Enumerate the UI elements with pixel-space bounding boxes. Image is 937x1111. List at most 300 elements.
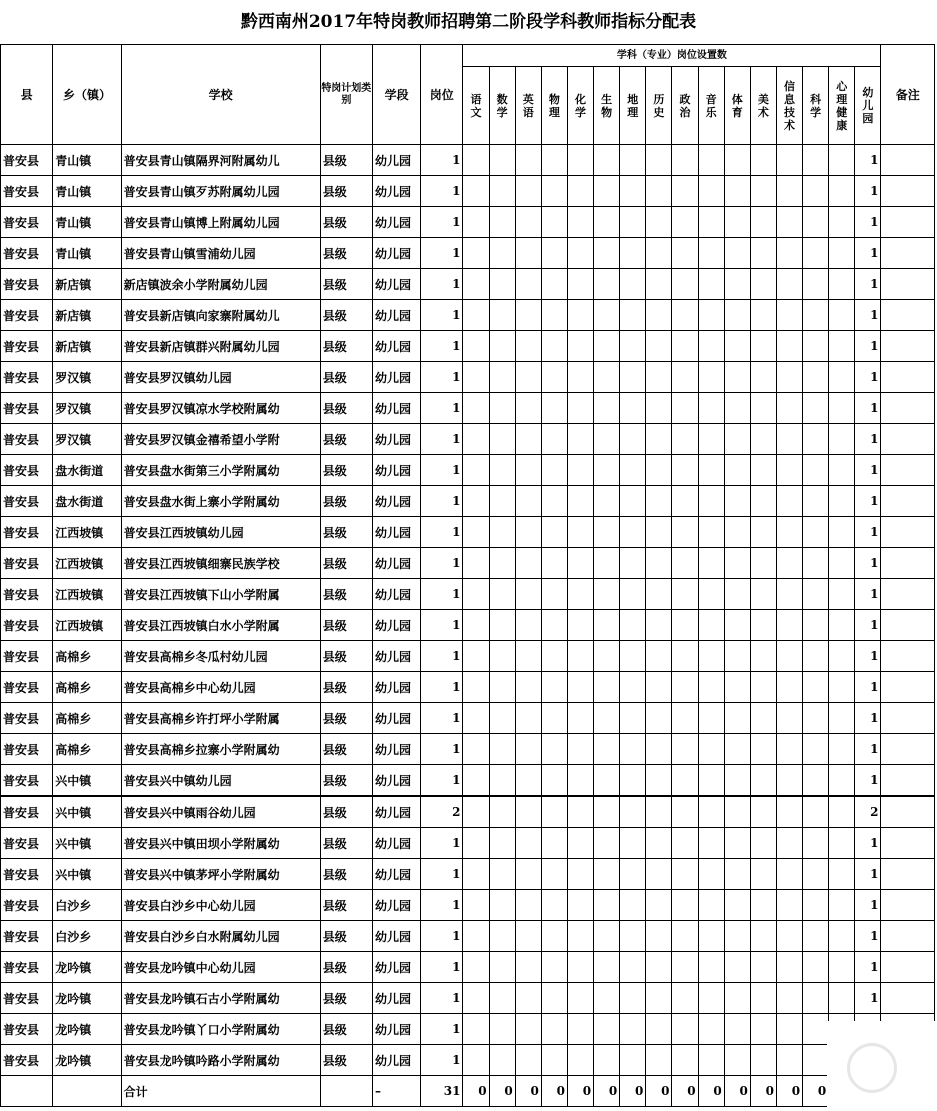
cell-subject xyxy=(829,455,855,486)
cell-kindergarten: 1 xyxy=(855,890,881,921)
cell-subject xyxy=(567,1045,593,1076)
cell-town: 龙吟镇 xyxy=(53,1045,121,1076)
cell-subject xyxy=(463,486,489,517)
cell-subject xyxy=(594,207,620,238)
cell-subject xyxy=(463,703,489,734)
watermark-logo-icon xyxy=(847,1043,897,1093)
cell-subject xyxy=(567,238,593,269)
cell-school: 普安县龙吟镇中心幼儿园 xyxy=(121,952,320,983)
cell-subject xyxy=(620,703,646,734)
total-subject: 0 xyxy=(750,1076,776,1107)
cell-subject xyxy=(463,331,489,362)
cell-plan-type: 县级 xyxy=(320,207,372,238)
cell-town: 江西坡镇 xyxy=(53,548,121,579)
cell-kindergarten: 1 xyxy=(855,300,881,331)
cell-plan-type: 县级 xyxy=(320,672,372,703)
cell-subject xyxy=(776,238,802,269)
table-row xyxy=(1,424,935,455)
cell-kindergarten: 1 xyxy=(855,176,881,207)
cell-subject xyxy=(698,579,724,610)
cell-plan-type: 县级 xyxy=(320,548,372,579)
cell-subject xyxy=(803,579,829,610)
cell-subject xyxy=(698,1045,724,1076)
cell-subject xyxy=(541,517,567,548)
cell-subject xyxy=(594,455,620,486)
cell-county: 普安县 xyxy=(1,579,53,610)
cell-subject xyxy=(724,983,750,1014)
cell-school: 普安县盘水街上寨小学附属幼 xyxy=(121,486,320,517)
cell-subject xyxy=(567,952,593,983)
cell-posts: 1 xyxy=(421,579,463,610)
cell-subject xyxy=(724,331,750,362)
cell-subject xyxy=(463,455,489,486)
total-subject: 0 xyxy=(776,1076,802,1107)
cell-county: 普安县 xyxy=(1,548,53,579)
cell-subject xyxy=(724,952,750,983)
cell-town xyxy=(53,1076,121,1107)
cell-remarks xyxy=(881,983,935,1014)
cell-subject xyxy=(829,145,855,176)
cell-remarks xyxy=(881,952,935,983)
cell-posts: 1 xyxy=(421,952,463,983)
cell-school: 普安县白沙乡白水附属幼儿园 xyxy=(121,921,320,952)
header-remarks: 备注 xyxy=(881,45,935,145)
cell-stage: 幼儿园 xyxy=(372,486,420,517)
cell-subject xyxy=(698,859,724,890)
cell-subject xyxy=(567,734,593,765)
cell-school: 普安县高棉乡中心幼儿园 xyxy=(121,672,320,703)
cell-subject xyxy=(489,548,515,579)
cell-subject xyxy=(515,734,541,765)
cell-remarks xyxy=(881,641,935,672)
cell-subject xyxy=(698,362,724,393)
cell-subject xyxy=(829,300,855,331)
cell-subject xyxy=(698,207,724,238)
cell-subject xyxy=(750,393,776,424)
cell-subject xyxy=(489,952,515,983)
cell-subject xyxy=(803,269,829,300)
cell-subject xyxy=(750,1014,776,1045)
cell-subject xyxy=(750,579,776,610)
header-subject: 生物 xyxy=(594,67,620,145)
cell-subject xyxy=(620,331,646,362)
cell-subject xyxy=(698,796,724,828)
cell-school: 普安县青山镇雪浦幼儿园 xyxy=(121,238,320,269)
cell-subject xyxy=(724,424,750,455)
cell-subject xyxy=(463,517,489,548)
cell-subject xyxy=(750,176,776,207)
cell-plan-type: 县级 xyxy=(320,952,372,983)
cell-subject xyxy=(646,331,672,362)
cell-county xyxy=(1,1076,53,1107)
cell-posts: 1 xyxy=(421,393,463,424)
cell-subject xyxy=(776,734,802,765)
cell-subject xyxy=(698,765,724,797)
cell-subject xyxy=(541,890,567,921)
header-stage: 学段 xyxy=(372,45,420,145)
cell-subject xyxy=(646,424,672,455)
cell-county: 普安县 xyxy=(1,393,53,424)
cell-subject xyxy=(829,207,855,238)
cell-subject xyxy=(620,796,646,828)
cell-plan-type: 县级 xyxy=(320,300,372,331)
cell-remarks xyxy=(881,921,935,952)
cell-school: 普安县江西坡镇幼儿园 xyxy=(121,517,320,548)
cell-posts: 1 xyxy=(421,176,463,207)
cell-plan-type: 县级 xyxy=(320,641,372,672)
cell-subject xyxy=(776,765,802,797)
cell-subject xyxy=(541,300,567,331)
cell-subject xyxy=(803,859,829,890)
cell-subject xyxy=(646,207,672,238)
cell-subject xyxy=(698,734,724,765)
cell-school: 普安县高棉乡拉寨小学附属幼 xyxy=(121,734,320,765)
header-subject: 物理 xyxy=(541,67,567,145)
cell-subject xyxy=(567,517,593,548)
cell-remarks xyxy=(881,548,935,579)
cell-subject xyxy=(776,859,802,890)
cell-subject xyxy=(594,983,620,1014)
cell-subject xyxy=(750,207,776,238)
cell-county: 普安县 xyxy=(1,703,53,734)
cell-subject xyxy=(646,1045,672,1076)
cell-subject xyxy=(620,517,646,548)
cell-plan-type: 县级 xyxy=(320,921,372,952)
table-row xyxy=(1,176,935,207)
cell-subject xyxy=(489,331,515,362)
cell-stage: 幼儿园 xyxy=(372,207,420,238)
cell-subject xyxy=(672,703,698,734)
cell-subject xyxy=(646,890,672,921)
cell-kindergarten: 1 xyxy=(855,269,881,300)
cell-subject xyxy=(620,765,646,797)
cell-subject xyxy=(567,300,593,331)
cell-school: 普安县江西坡镇白水小学附属 xyxy=(121,610,320,641)
table-row xyxy=(1,300,935,331)
cell-subject xyxy=(594,828,620,859)
cell-subject xyxy=(594,238,620,269)
cell-town: 青山镇 xyxy=(53,238,121,269)
cell-subject xyxy=(776,641,802,672)
cell-subject xyxy=(515,672,541,703)
cell-subject xyxy=(750,455,776,486)
cell-county: 普安县 xyxy=(1,796,53,828)
cell-subject xyxy=(776,207,802,238)
cell-stage: 幼儿园 xyxy=(372,952,420,983)
cell-plan-type: 县级 xyxy=(320,796,372,828)
cell-subject xyxy=(515,269,541,300)
cell-remarks xyxy=(881,424,935,455)
cell-stage: 幼儿园 xyxy=(372,890,420,921)
cell-subject xyxy=(463,859,489,890)
header-subject: 化学 xyxy=(567,67,593,145)
header-subject: 数学 xyxy=(489,67,515,145)
cell-subject xyxy=(620,176,646,207)
cell-subject xyxy=(463,145,489,176)
cell-subject xyxy=(698,176,724,207)
cell-subject xyxy=(672,238,698,269)
total-subject: 0 xyxy=(594,1076,620,1107)
cell-posts: 1 xyxy=(421,703,463,734)
cell-subject xyxy=(750,269,776,300)
cell-town: 盘水街道 xyxy=(53,486,121,517)
cell-subject xyxy=(541,145,567,176)
total-row xyxy=(1,1076,935,1107)
table-row xyxy=(1,734,935,765)
cell-subject xyxy=(750,300,776,331)
table-row xyxy=(1,207,935,238)
cell-subject xyxy=(750,238,776,269)
cell-subject xyxy=(829,393,855,424)
cell-subject xyxy=(672,890,698,921)
cell-subject xyxy=(776,300,802,331)
cell-subject xyxy=(829,176,855,207)
cell-subject xyxy=(567,1014,593,1045)
table-row xyxy=(1,393,935,424)
cell-posts: 1 xyxy=(421,207,463,238)
cell-town: 龙吟镇 xyxy=(53,952,121,983)
cell-subject xyxy=(594,269,620,300)
cell-remarks xyxy=(881,703,935,734)
cell-subject xyxy=(646,393,672,424)
cell-subject xyxy=(489,207,515,238)
cell-posts: 1 xyxy=(421,983,463,1014)
cell-subject xyxy=(515,921,541,952)
cell-subject xyxy=(724,145,750,176)
cell-stage: 幼儿园 xyxy=(372,145,420,176)
cell-school: 普安县罗汉镇凉水学校附属幼 xyxy=(121,393,320,424)
cell-posts: 1 xyxy=(421,921,463,952)
cell-subject xyxy=(698,610,724,641)
cell-posts: 1 xyxy=(421,859,463,890)
cell-subject xyxy=(463,548,489,579)
cell-posts: 1 xyxy=(421,145,463,176)
table-row xyxy=(1,579,935,610)
cell-subject xyxy=(541,269,567,300)
cell-subject xyxy=(567,828,593,859)
cell-school: 普安县盘水街第三小学附属幼 xyxy=(121,455,320,486)
cell-county: 普安县 xyxy=(1,300,53,331)
cell-subject xyxy=(672,579,698,610)
cell-town: 兴中镇 xyxy=(53,765,121,797)
cell-plan-type: 县级 xyxy=(320,734,372,765)
cell-subject xyxy=(646,765,672,797)
cell-subject xyxy=(515,983,541,1014)
cell-county: 普安县 xyxy=(1,983,53,1014)
cell-subject xyxy=(698,486,724,517)
cell-subject xyxy=(567,393,593,424)
cell-subject xyxy=(567,548,593,579)
table-row xyxy=(1,672,935,703)
cell-subject xyxy=(698,393,724,424)
cell-county: 普安县 xyxy=(1,828,53,859)
cell-subject xyxy=(698,269,724,300)
table-row xyxy=(1,641,935,672)
cell-subject xyxy=(672,176,698,207)
cell-subject xyxy=(672,765,698,797)
cell-town: 青山镇 xyxy=(53,207,121,238)
cell-kindergarten: 1 xyxy=(855,765,881,797)
cell-subject xyxy=(646,921,672,952)
cell-subject xyxy=(724,579,750,610)
cell-county: 普安县 xyxy=(1,890,53,921)
cell-town: 高棉乡 xyxy=(53,641,121,672)
cell-subject xyxy=(620,486,646,517)
cell-subject xyxy=(829,548,855,579)
cell-subject xyxy=(724,486,750,517)
cell-subject xyxy=(463,362,489,393)
cell-subject xyxy=(567,269,593,300)
cell-subject xyxy=(776,921,802,952)
header-subject: 美术 xyxy=(750,67,776,145)
cell-subject xyxy=(620,890,646,921)
cell-subject xyxy=(515,1045,541,1076)
cell-subject xyxy=(567,672,593,703)
cell-subject xyxy=(646,952,672,983)
cell-posts: 1 xyxy=(421,269,463,300)
cell-school: 普安县新店镇群兴附属幼儿园 xyxy=(121,331,320,362)
cell-subject xyxy=(594,672,620,703)
cell-subject xyxy=(567,983,593,1014)
cell-subject xyxy=(672,362,698,393)
cell-subject xyxy=(515,517,541,548)
cell-subject xyxy=(750,1045,776,1076)
cell-subject xyxy=(672,859,698,890)
allocation-table xyxy=(0,44,935,1107)
cell-posts: 1 xyxy=(421,548,463,579)
header-school: 学校 xyxy=(121,45,320,145)
cell-subject xyxy=(515,703,541,734)
cell-posts: 1 xyxy=(421,424,463,455)
cell-subject xyxy=(724,859,750,890)
cell-subject xyxy=(829,765,855,797)
cell-subject xyxy=(672,1014,698,1045)
cell-subject xyxy=(672,486,698,517)
cell-school: 普安县龙吟镇丫口小学附属幼 xyxy=(121,1014,320,1045)
cell-subject xyxy=(515,486,541,517)
cell-county: 普安县 xyxy=(1,145,53,176)
cell-subject xyxy=(829,828,855,859)
header-county: 县 xyxy=(1,45,53,145)
cell-subject xyxy=(776,269,802,300)
cell-remarks xyxy=(881,331,935,362)
cell-subject xyxy=(776,952,802,983)
cell-subject xyxy=(724,1014,750,1045)
cell-subject xyxy=(829,641,855,672)
cell-stage: 幼儿园 xyxy=(372,859,420,890)
cell-stage: 幼儿园 xyxy=(372,641,420,672)
cell-subject xyxy=(620,859,646,890)
cell-subject xyxy=(594,641,620,672)
cell-subject xyxy=(646,703,672,734)
cell-subject xyxy=(567,641,593,672)
cell-remarks xyxy=(881,207,935,238)
cell-subject xyxy=(515,548,541,579)
cell-subject xyxy=(463,672,489,703)
cell-school: 普安县青山镇隔界河附属幼儿 xyxy=(121,145,320,176)
header-town: 乡（镇） xyxy=(53,45,121,145)
cell-subject xyxy=(724,548,750,579)
cell-school: 普安县兴中镇幼儿园 xyxy=(121,765,320,797)
cell-town: 江西坡镇 xyxy=(53,517,121,548)
cell-subject xyxy=(567,610,593,641)
cell-subject xyxy=(698,300,724,331)
cell-subject xyxy=(646,362,672,393)
cell-town: 江西坡镇 xyxy=(53,610,121,641)
cell-stage: 幼儿园 xyxy=(372,579,420,610)
cell-subject xyxy=(594,1045,620,1076)
header-subject: 语文 xyxy=(463,67,489,145)
cell-subject xyxy=(489,796,515,828)
cell-kindergarten: 2 xyxy=(855,796,881,828)
cell-kindergarten: 1 xyxy=(855,145,881,176)
cell-county: 普安县 xyxy=(1,486,53,517)
cell-subject xyxy=(463,828,489,859)
cell-kindergarten: 1 xyxy=(855,921,881,952)
cell-subject xyxy=(489,486,515,517)
table-row xyxy=(1,362,935,393)
cell-subject xyxy=(724,796,750,828)
cell-subject xyxy=(829,703,855,734)
cell-subject xyxy=(646,734,672,765)
cell-subject xyxy=(646,269,672,300)
cell-subject xyxy=(776,486,802,517)
cell-subject xyxy=(463,424,489,455)
cell-subject xyxy=(672,207,698,238)
cell-school: 普安县龙吟镇石古小学附属幼 xyxy=(121,983,320,1014)
cell-kindergarten: 1 xyxy=(855,579,881,610)
cell-subject xyxy=(515,393,541,424)
cell-subject xyxy=(567,796,593,828)
cell-subject xyxy=(567,176,593,207)
header-subject: 科学 xyxy=(803,67,829,145)
cell-subject xyxy=(463,176,489,207)
cell-kindergarten: 1 xyxy=(855,331,881,362)
cell-subject xyxy=(594,890,620,921)
cell-subject xyxy=(750,610,776,641)
total-type: – xyxy=(372,1076,420,1107)
cell-subject xyxy=(698,921,724,952)
watermark-patch xyxy=(827,1021,937,1111)
cell-subject xyxy=(541,828,567,859)
cell-stage: 幼儿园 xyxy=(372,983,420,1014)
cell-subject xyxy=(541,859,567,890)
cell-county: 普安县 xyxy=(1,921,53,952)
cell-subject xyxy=(463,734,489,765)
cell-subject xyxy=(567,486,593,517)
header-subject: 历史 xyxy=(646,67,672,145)
cell-subject xyxy=(594,703,620,734)
cell-subject xyxy=(541,796,567,828)
cell-subject xyxy=(724,921,750,952)
cell-remarks xyxy=(881,486,935,517)
table-row xyxy=(1,703,935,734)
cell-plan-type: 县级 xyxy=(320,1045,372,1076)
cell-subject xyxy=(724,269,750,300)
cell-subject xyxy=(646,610,672,641)
cell-subject xyxy=(567,765,593,797)
cell-subject xyxy=(541,548,567,579)
table-row xyxy=(1,517,935,548)
cell-county: 普安县 xyxy=(1,765,53,797)
cell-subject xyxy=(776,145,802,176)
cell-subject xyxy=(776,983,802,1014)
total-label: 合计 xyxy=(121,1076,320,1107)
cell-subject xyxy=(515,238,541,269)
header-posts: 岗位 xyxy=(421,45,463,145)
cell-stage: 幼儿园 xyxy=(372,765,420,797)
cell-posts: 1 xyxy=(421,486,463,517)
